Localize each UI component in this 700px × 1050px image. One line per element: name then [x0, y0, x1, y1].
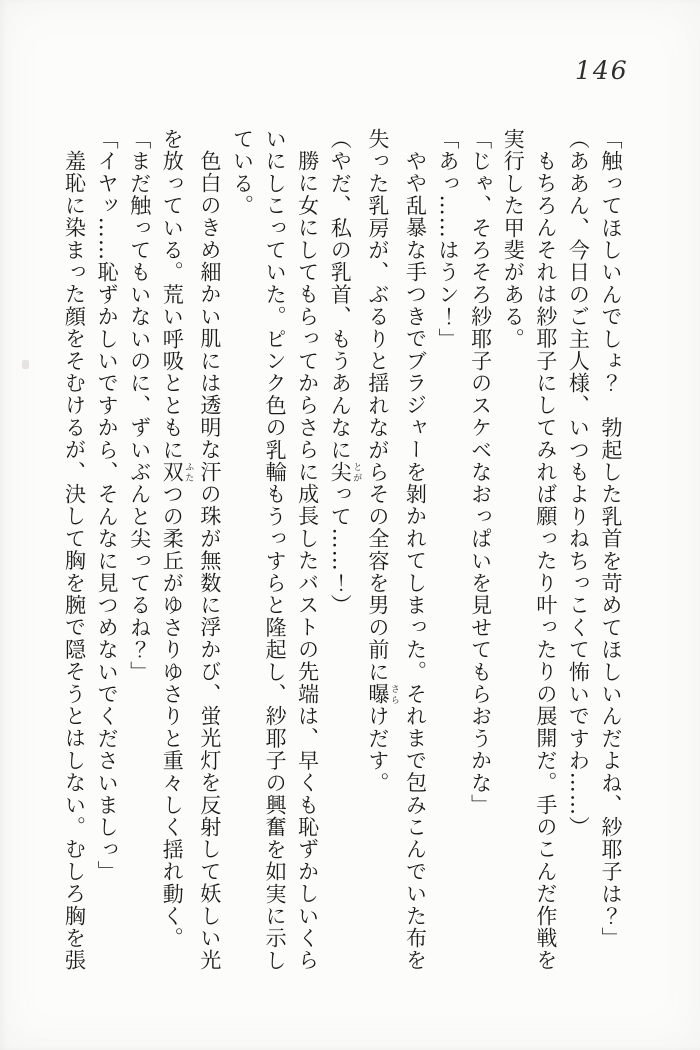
text-line: 「じゃ、そろそろ紗耶子のスケベなおっぱいを見せてもらおうかな」: [468, 128, 493, 817]
text-line: 失った乳房が、ぶるりと揺れながらその全容を男の前に曝 さらけだす。: [365, 128, 399, 795]
text-line: 「触ってほしいんでしょ？ 勃起した乳首を苛めてほしいんだよね、紗耶子は？」: [599, 128, 623, 950]
text-column-block: [58, 128, 627, 972]
text-line: （やだ、私の乳首、もうあんなに尖 とがって……！）: [328, 128, 362, 617]
text-line: いにしこっていた。ピンク色の乳輪もうっすらと隆起し、紗耶子の興奮を如実に示し: [263, 128, 288, 972]
text-line: もちろんそれは紗耶子にしてみれば願ったり叶ったりの展開だ。手のこんだ作戦を: [533, 150, 558, 972]
text-line: やや乱暴な手つきでブラジャーを剝かれてしまった。それまで包みこんでいた布を: [403, 150, 428, 972]
text-line: 実行した甲斐がある。: [501, 128, 526, 350]
text-line: を放っている。荒い呼吸とともに双 ふたつの柔丘がゆさりゆさりと重々しく揺れ動く。: [160, 128, 194, 950]
text-line: 羞恥に染まった顔をそむけるが、決して胸を腕で隠そうとはしない。むしろ胸を張: [62, 150, 87, 972]
text-line: 「まだ触ってもいないのに、ずいぶんと尖ってるね？」: [127, 128, 152, 683]
text-line: （ああん、今日のご主人様、いつもよりねちっこくて怖いですわ……）: [566, 128, 591, 839]
text-line: 「イヤッ……恥ずかしいですから、そんなに見つめないでくださいましっ」: [95, 128, 120, 883]
ruby-annotated-char: 尖 とが: [328, 461, 362, 484]
page-number: 146: [575, 56, 629, 85]
text-line: 勝に女にしてもらってからさらに成長したバストの先端は、早くも恥ずかしいくら: [295, 150, 320, 972]
ruby-annotated-char: 双 ふた: [160, 461, 194, 484]
text-line: 色白のきめ細かい肌には透明な汗の珠が無数に浮かび、蛍光灯を反射して妖しい光: [197, 150, 222, 972]
text-line: 「あっ……はうン！」: [436, 128, 461, 350]
scan-artifact: [22, 360, 29, 369]
ruby-annotated-char: 曝 さら: [365, 683, 399, 706]
text-line: ている。: [230, 128, 255, 217]
